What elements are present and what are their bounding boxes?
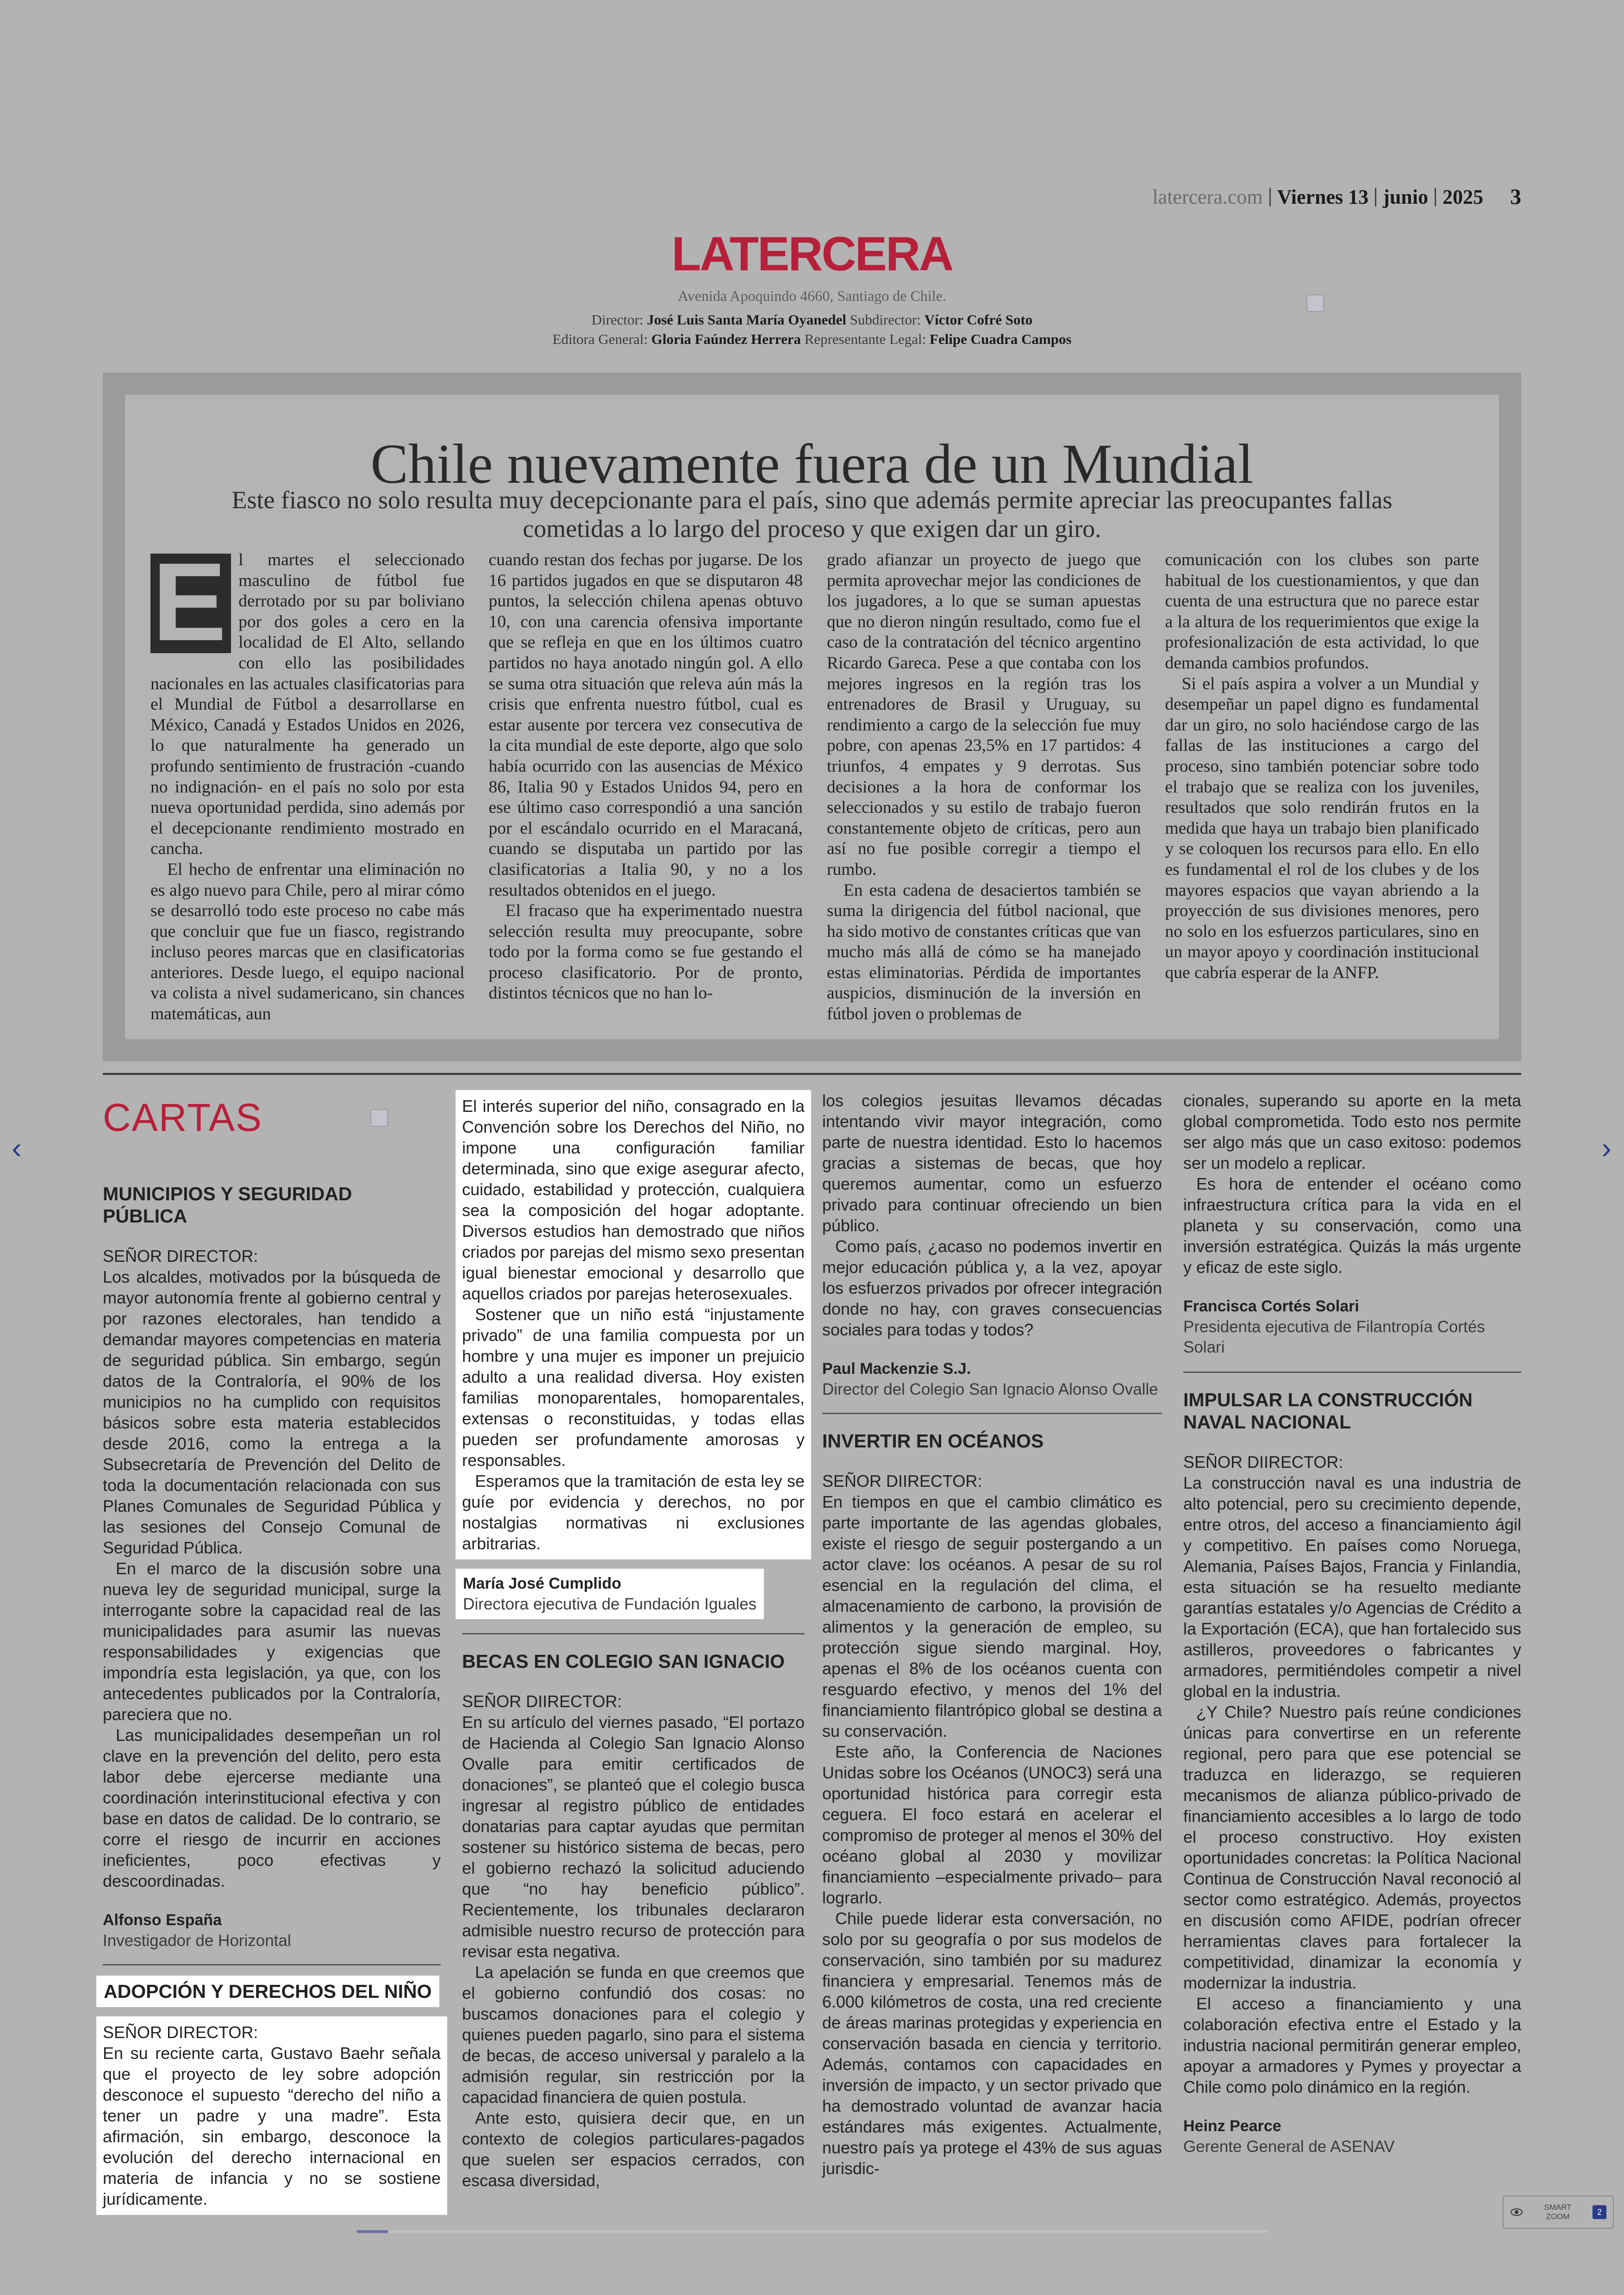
editorial-panel	[125, 395, 1499, 1039]
letter-title: IMPULSAR LA CONSTRUCCIÓN NAVAL NACIONAL	[1183, 1389, 1473, 1433]
salutation: SEÑOR DIRECTOR:	[103, 1247, 258, 1266]
newspaper-logo: LATERCERA	[671, 227, 953, 281]
smart-zoom-line-2: ZOOM	[1546, 2212, 1570, 2221]
divider	[1435, 188, 1436, 206]
paragraph: En el marco de la discusión sobre una nueva ley de seguridad municipal, surge la interrogante sobre la capacidad real de las municipalidades para asumir las nuevas responsabilidades y exigencias que impondría esta legislación, ya que, con los antecedentes publicados por la Contraloría, pareciera que no.	[103, 1559, 441, 1724]
highlight	[456, 1090, 811, 1559]
salutation: SEÑOR DIIRECTOR:	[1183, 1453, 1343, 1472]
letter-signer-role: Gerente General de ASENAV	[1183, 2138, 1395, 2156]
divider	[1183, 1372, 1521, 1373]
paragraph: Este año, la Conferencia de Naciones Unidas sobre los Océanos (UNOC3) será una oportunidad histórica para corregir esta ceguera. El foco estará en acelerar el compromiso de proteger al menos el 30% del océano global al 2030 y movilizar financiamiento –especialmente privado– para lograrlo.	[822, 1742, 1162, 1907]
letter-body	[822, 1491, 1162, 2179]
zoom-hotspot-icon[interactable]	[1306, 294, 1324, 312]
legal-label: Representante Legal:	[804, 331, 926, 347]
staff-credits	[0, 310, 1624, 349]
chevron-left-icon[interactable]: ‹	[12, 1131, 22, 1165]
site-name: latercera.com	[1152, 186, 1263, 208]
divider	[1375, 188, 1376, 206]
editorial-column-2	[489, 550, 803, 1025]
divider	[462, 1633, 805, 1634]
divider	[822, 1413, 1162, 1414]
letter-signer: Heinz Pearce	[1183, 2117, 1281, 2135]
letter-body	[1183, 1472, 1521, 2097]
letter-signer-role: Director del Colegio San Ignacio Alonso Ovalle	[822, 1380, 1158, 1398]
address: Avenida Apoquindo 4660, Santiago de Chile.	[678, 287, 946, 304]
paragraph: El interés superior del niño, consagrado en la Convención sobre los Derechos del Niño, no impone una configuración familiar determinada, sino que exige asegurar afecto, cuidado, estabilidad y protección, cualquiera sea la composición del hogar adoptante. Diversos estudios han demostrado que niños criados por parejas del mismo sexo presentan igual bienestar emocional y desarrollo que aquellos criados por parejas heterosexuales.	[462, 1097, 805, 1303]
letter-title: BECAS EN COLEGIO SAN IGNACIO	[462, 1651, 785, 1672]
paragraph: Los alcaldes, motivados por la búsqueda de mayor autonomía frente al gobierno central y por razones electorales, han tendido a demandar mayores competencias en materia de seguridad pública. Sin embargo, según datos de la Contraloría, el 90% de los municipios no ha cumplido con requisitos básicos sobre esta materia establecidos desde 2016, como la entrega a la Subsecretaría de Prevención del Delito de toda la documentación relacionada con sus Planes Comunales de Seguridad Pública y las sesiones del Consejo Comunal de Seguridad Pública.	[103, 1267, 441, 1557]
paragraph: La apelación se funda en que creemos que el gobierno confundió dos cosas: no buscamos donaciones para el colegio y quienes pueden pagarlo, sino para el sistema de becas, de acceso universal y paralelo a la admisión regular, sin restricción por la capacidad financiera de quien postula.	[462, 1963, 805, 2107]
paragraph: El hecho de enfrentar una eliminación no es algo nuevo para Chile, pero al mirar cómo se desarrolló todo este proceso no cabe más que concluir que fue un fiasco, registrando incluso peores marcas que en clasificatorias anteriores. Desde luego, el equipo nacional va colista a nivel sudamericano, sin chances matemáticas, aun	[150, 860, 465, 1024]
paragraph: Si el país aspira a volver a un Mundial y desempeñar un papel digno es fundamental dar un giro, no solo haciéndose cargo de las fallas de las instituciones a cargo del proceso, sino también potenciar sobre todo el trabajo que se realiza con los juveniles, resultados que solo rendirán frutos en la medida que haya un trabajo bien planificado y se coloquen los recursos para ello. En ello es fundamental el rol de los clubes y de los mayores espacios que vayan abriendo a la proyección de sus divisiones menores, pero no solo en los esfuerzos particulares, sino en un mayor apoyo y coordinación institucional que cabría esperar de la ANFP.	[1165, 674, 1479, 982]
letters-column-1	[103, 1183, 441, 2215]
editor-name: Gloria Faúndez Herrera	[651, 331, 801, 347]
smart-zoom-button[interactable]	[1503, 2195, 1614, 2229]
paragraph: En su artículo del viernes pasado, “El portazo de Hacienda al Colegio San Ignacio Alonso Ovalle para emitir certificados de donaciones”, se planteó que el colegio busca ingresar al registro público de entidades donatarias para captar ayudas que permitan sostener su histórico sistema de becas, pero el gobierno rechazó la solicitud aduciendo que “no hay beneficio público”. Recientemente, los tribunales declararon admisible nuestro recurso de protección para revisar esta negativa.	[462, 1713, 805, 1961]
paragraph: grado afianzar un proyecto de juego que permita aprovechar mejor las condiciones de los jugadores, a lo que se suman apuestas que no dieron ningún resultado, como fue el caso de la contratación del técnico argentino Ricardo Gareca. Pese a que contaba con los mejores ingresos en la región tras los entrenadores de Brasil y Uruguay, su rendimiento a cargo de la selección fue muy pobre, con apenas 23,5% en 17 partidos: 4 triunfos, 4 empates y 9 derrotas. Sus decisiones a la hora de conformar los seleccionados y su estilo de trabajo fueron constantemente objeto de críticas, pero aun así no fue posible corregir a tiempo el rumbo.	[827, 550, 1141, 879]
progress-fill	[356, 2230, 388, 2233]
paragraph: La construcción naval es una industria de alto potencial, pero su crecimiento depende, entre otros, del acceso a financiamiento ágil y competitivo. En países como Noruega, Alemania, Países Bajos, Francia y Finlandia, esta situación se ha resuelto mediante garantías estatales y/o Agencias de Crédito a la Exportación (ECA), que han fortalecido sus astilleros, proveedores o fabricantes y armadores, permitiéndoles competir a nivel global en la industria.	[1183, 1473, 1521, 1701]
paragraph: El fracaso que ha experimentado nuestra selección resulta muy preocupante, sobre todo por la forma como se fue gestando el proceso clasificatorio. Por de pronto, distintos técnicos que no han lo-	[488, 901, 803, 1003]
date-year: 2025	[1443, 186, 1483, 208]
letter-body	[1183, 1090, 1521, 1278]
editorial-column-3	[827, 550, 1141, 1025]
paragraph: Es hora de entender el océano como infraestructura crítica para la vida en el planeta y su conservación, como una inversión estratégica. Quizás la más urgente y eficaz de este siglo.	[1183, 1174, 1521, 1277]
smart-zoom-line-1: SMART	[1544, 2203, 1572, 2212]
letter-body	[462, 1096, 805, 1554]
editorial-columns	[150, 540, 1479, 1025]
divider	[103, 1964, 441, 1965]
letters-column-4	[1183, 1090, 1521, 2157]
paragraph: En tiempos en que el cambio climático es parte importante de las agendas globales, existe el riesgo de seguir postergando a un actor clave: los océanos. A pesar de su rol esencial en la regulación del clima, el almacenamiento de carbono, la provisión de alimentos y la generación de empleo, su protección sigue siendo marginal. Hoy, apenas el 8% de los océanos cuenta con resguardo efectivo, y menos del 1% del financiamiento filantrópico global se destina a su conservación.	[822, 1492, 1162, 1740]
paragraph: comunicación con los clubes son parte habitual de los cuestionamientos, y que dan cuenta de una estructura que no parece estar a la altura de los requerimientos que exige la profesionalización de esta actividad, lo que demanda cambios profundos.	[1165, 550, 1479, 673]
director-name: José Luis Santa María Oyanedel	[647, 312, 846, 328]
paragraph: cuando restan dos fechas por jugarse. De los 16 partidos jugados en que se disputaron 48 puntos, la selección chilena apenas obtuvo 10, con una carencia ofensiva importante que se refleja en que en los últimos cuatro partidos no haya anotado ningún gol. A ello se suma otra situación que releva aún más la crisis que enfrenta nuestro fútbol, cual es estar ausente por tercera vez consecutiva de la cita mundial de este deporte, algo que solo había ocurrido con las ausencias de México 86, Italia 90 y Estados Unidos 94, pero en ese último caso correspondió a una sanción por el escándalo ocurrido en el Maracaná, cuando se disputaba un partido por las clasificatorias a Italia 90, y no a los resultados obtenidos en el juego.	[488, 550, 803, 900]
date-day: Viernes 13	[1277, 186, 1369, 208]
page-progress-bar[interactable]	[356, 2230, 1268, 2233]
paragraph: cionales, superando su aporte en la meta global comprometida. Todo esto nos permite ser algo más que un caso exitoso: podemos ser un modelo a replicar.	[1183, 1091, 1521, 1172]
letter-signer-role: Presidenta ejecutiva de Filantropía Cortés Solari	[1183, 1318, 1485, 1356]
letter-body	[103, 1266, 441, 1891]
paragraph: los colegios jesuitas llevamos décadas intentando vivir mayor integración, como parte de nuestra identidad. Esto lo hacemos gracias a sistemas de becas, que hoy queremos aumentar, como un esfuerzo privado para continuar ofreciendo un bien público.	[822, 1091, 1162, 1235]
drop-cap: E	[150, 554, 231, 653]
letter-signer-role: Investigador de Horizontal	[103, 1932, 291, 1950]
highlight	[96, 1976, 439, 2007]
letter-title: INVERTIR EN OCÉANOS	[822, 1430, 1044, 1452]
masthead	[0, 227, 1624, 349]
paragraph: Las municipalidades desempeñan un rol clave en la prevención del delito, pero esta labor debe ejercerse mediante una coordinación interinstitucional efectiva y con base en datos de calidad. De lo contrario, se corre el riesgo de incurrir en acciones ineficientes, poco efectivas y descoordinadas.	[103, 1726, 441, 1890]
editorial-column-1	[150, 540, 465, 1025]
letter-signer-role: Directora ejecutiva de Fundación Iguales	[463, 1595, 757, 1613]
subdirector-label: Subdirector:	[849, 312, 921, 328]
paragraph: l martes el seleccionado masculino de fútbol fue derrotado por su par boliviano por dos goles a cero en la localidad de El Alto, sellando con ello las posibilidades nacionales en las actuales clasificatorias para el Mundial de Fútbol a desarrollarse en México, Canadá y Estados Unidos en 2026, lo que naturalmente ha generado un profundo sentimiento de frustración -cuando no indignación- en el país no solo por esta nueva oportunidad perdida, sino además por el decepcionante rendimiento mostrado en cancha.	[150, 550, 465, 859]
paragraph: Ante esto, quisiera decir que, en un contexto de colegios particulares-pagados que suelen ser espacios cerrados, con escasa diversidad,	[462, 2108, 805, 2190]
editorial-subtitle: Este fiasco no solo resulta muy decepcionante para el país, sino que además permite apreciar las preocupantes fallas cometidas a lo largo del proceso y que exigen dar un giro.	[231, 486, 1393, 543]
letters-column-2	[462, 1090, 805, 2191]
letter-signer: Paul Mackenzie S.J.	[822, 1360, 971, 1378]
director-label: Director:	[591, 312, 643, 328]
page-number: 3	[1510, 185, 1521, 209]
paragraph: Esperamos que la tramitación de esta ley se guíe por evidencia y derechos, no por nostalgias normativas ni exclusiones arbitrarias.	[462, 1472, 805, 1553]
eye-icon	[1510, 2208, 1523, 2217]
letter-signer: María José Cumplido	[463, 1575, 621, 1592]
editor-label: Editora General:	[552, 331, 648, 347]
letter-title: ADOPCIÓN Y DERECHOS DEL NIÑO	[104, 1981, 432, 2002]
letter-signer: Francisca Cortés Solari	[1183, 1297, 1359, 1315]
paragraph: ¿Y Chile? Nuestro país reúne condiciones únicas para convertirse en un referente regional, pero para que ese potencial se traduzca en liderazgo, se requieren mecanismos de alianza público-privado de financiamiento accesibles a lo largo de todo el proceso constructivo. Hoy existen oportunidades concretas: la Política Nacional Continua de Construcción Naval reconoció al sector como estratégico. Además, proyectos en discusión como AFIDE, podrían ofrecer herramientas claves para fortalecer la competitividad, dinamizar la economía y modernizar la industria.	[1183, 1703, 1521, 1992]
chevron-right-icon[interactable]: ›	[1601, 1131, 1612, 1165]
paragraph: En esta cadena de desaciertos también se suma la dirigencia del fútbol nacional, que ha sido motivo de constantes críticas que van mucho más allá de cómo se ha manejado estas eliminatorias. Pérdida de importantes auspicios, disminución de la inversión en fútbol joven o problemas de	[827, 880, 1141, 1024]
letters-column-3	[822, 1090, 1162, 2179]
letter-body	[822, 1090, 1162, 1340]
divider	[1269, 188, 1271, 206]
smart-zoom-badge: 2	[1593, 2205, 1606, 2219]
letter-body	[462, 1712, 805, 2191]
smart-zoom-label	[1544, 2203, 1571, 2221]
paragraph: Como país, ¿acaso no podemos invertir en mejor educación pública y, a la vez, apoyar los esfuerzos privados por ofrecer integración donde no hay, con graves consecuencias sociales para todas y todos?	[822, 1237, 1162, 1339]
letter-title: MUNICIPIOS Y SEGURIDAD PÚBLICA	[103, 1183, 352, 1227]
zoom-hotspot-icon[interactable]	[370, 1109, 388, 1127]
page-header	[1152, 184, 1521, 210]
paragraph: Chile puede liderar esta conversación, no solo por su geografía o por sus modelos de conservación, sino también por su madurez financiera y empresarial. Tenemos más de 6.000 kilómetros de costa, una red creciente de áreas marinas protegidas y experiencia en conservación basada en ciencia y territorio. Además, contamos con capacidades en inversión de impacto, y un sector privado que ha demostrado voluntad de avanzar hacia estándares más exigentes. Actualmente, nuestro país ya protege el 43% de sus aguas jurisdic-	[822, 1909, 1162, 2178]
editorial-title: Chile nuevamente fuera de un Mundial	[370, 433, 1254, 495]
highlight	[96, 2016, 447, 2215]
legal-name: Felipe Cuadra Campos	[930, 331, 1072, 347]
letter-body: En su reciente carta, Gustavo Baehr señala que el proyecto de ley sobre adopción desconoce el supuesto “derecho del niño a tener un padre y una madre”. Esta afirmación, sin embargo, desconoce la evolución del derecho internacional en materia de infancia y no se sostiene jurídicamente.	[103, 2044, 441, 2208]
editorial-box	[103, 373, 1521, 1061]
salutation: SEÑOR DIIRECTOR:	[822, 1472, 982, 1491]
paragraph: Sostener que un niño está “injustamente privado” de una familia compuesta por un hombre y una mujer es imponer un prejuicio adulto a una realidad diversa. Hoy existen familias monoparentales, homoparentales, extensas o reconstituidas, y todas ellas pueden ser profundamente amorosas y responsables.	[462, 1305, 805, 1470]
letter-signer: Alfonso España	[103, 1911, 222, 1929]
date-month: junio	[1383, 186, 1428, 208]
highlight	[456, 1569, 764, 1619]
letters-section-logo: CARTAS	[103, 1096, 262, 1139]
section-divider	[103, 1073, 1521, 1075]
paragraph: El acceso a financiamiento y una colaboración efectiva entre el Estado y la industria nacional permitirán generar empleo, apoyar a armadores y Pymes y proyectar a Chile como polo dinámico en la región.	[1183, 1994, 1521, 2096]
subdirector-name: Víctor Cofré Soto	[924, 312, 1033, 328]
salutation: SEÑOR DIIRECTOR:	[462, 1692, 622, 1711]
salutation: SEÑOR DIRECTOR:	[103, 2023, 258, 2042]
editorial-column-4	[1165, 550, 1480, 1025]
